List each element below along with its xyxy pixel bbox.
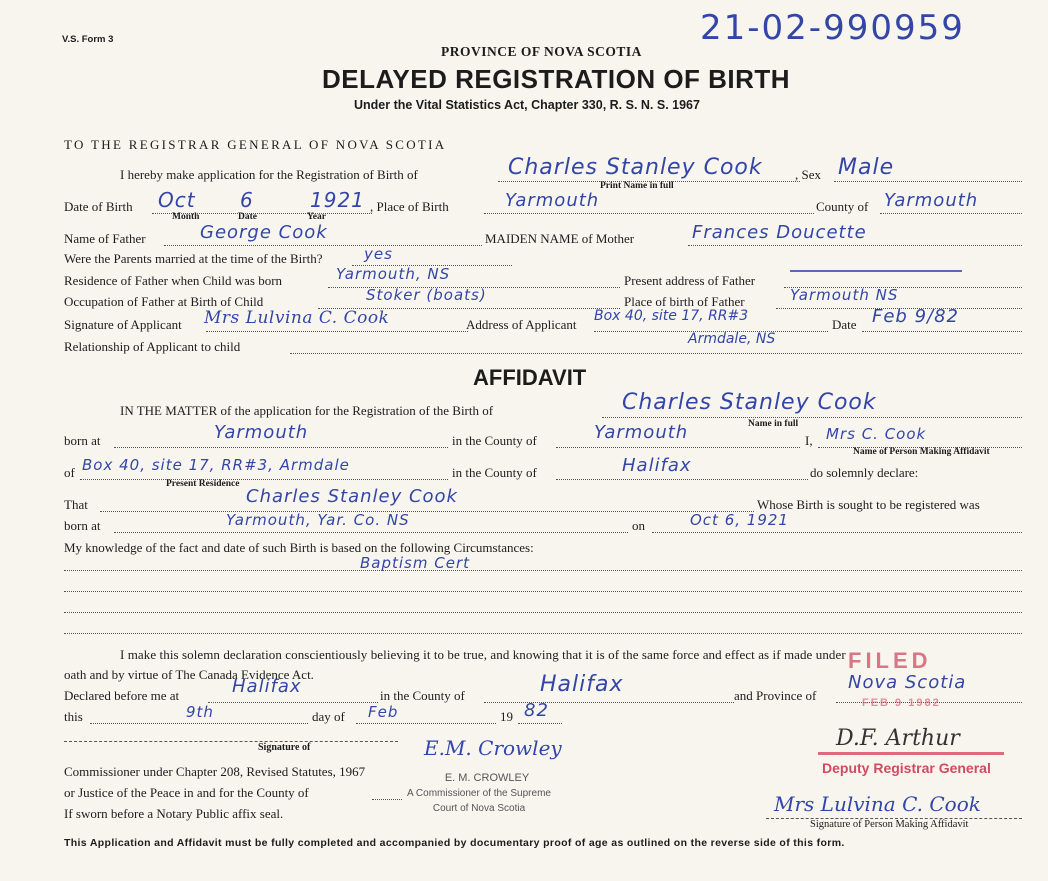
father-birthplace-value: Yarmouth NS — [790, 286, 899, 304]
declare-label: do solemnly declare: — [810, 465, 919, 480]
that-label: That — [64, 497, 88, 512]
province-value: Nova Scotia — [848, 672, 967, 693]
county2-label: in the County of — [452, 465, 537, 480]
father-label: Name of Father — [64, 231, 146, 246]
father-name-value: George Cook — [200, 222, 328, 243]
matter-name-value: Charles Stanley Cook — [622, 390, 877, 415]
affiant-name-value: Mrs C. Cook — [826, 425, 927, 443]
on-date-value: Oct 6, 1921 — [690, 511, 789, 529]
intro-label: I hereby make application for the Registration of Birth of — [120, 167, 418, 182]
father-birthplace-label: Place of birth of Father — [624, 294, 745, 309]
county2-value: Halifax — [622, 455, 692, 476]
year-prefix: 19 — [500, 709, 513, 724]
date-label: Date — [832, 317, 857, 332]
commissioner-signature: E.M. Crowley — [424, 736, 562, 760]
declared-county-value: Halifax — [540, 672, 624, 697]
affidavit-county-label: in the County of — [452, 433, 537, 448]
filed-stamp: FILED — [848, 648, 932, 673]
affidavit-county-value: Yarmouth — [594, 422, 689, 443]
caption-date: Date — [238, 212, 257, 222]
i-label: I, — [805, 433, 813, 448]
knowledge-label: My knowledge of the fact and date of such Birth is based on the following Circumstances: — [64, 540, 534, 555]
footer-note: This Application and Affidavit must be fully completed and accompanied by documentary proof of age as outlined on the reverse side of this form. — [64, 837, 845, 849]
caption-month: Month — [172, 212, 200, 222]
affidavit-name-caption: Name in full — [748, 419, 799, 429]
commissioner-label: Commissioner under Chapter 208, Revised Statutes, 1967 — [64, 764, 366, 779]
declared-place-value: Halifax — [232, 676, 302, 697]
applicant-address-value-line2: Armdale, NS — [688, 331, 776, 347]
province-label: and Province of — [734, 688, 817, 703]
residence-label: Residence of Father when Child was born — [64, 273, 283, 288]
dob-year-value: 1921 — [310, 188, 365, 212]
declared-label: Declared before me at — [64, 688, 180, 703]
mother-name-value: Frances Doucette — [692, 222, 867, 243]
this-day-value: 9th — [186, 703, 214, 721]
whose-label: Whose Birth is sought to be registered was — [757, 497, 980, 512]
residence-value: Yarmouth, NS — [336, 265, 451, 283]
applicant-child-name: Charles Stanley Cook — [508, 155, 763, 180]
born-at-label: born at — [64, 433, 101, 448]
deponent-caption: Signature of Person Making Affidavit — [810, 819, 969, 830]
sig-of-label: Signature of — [258, 742, 311, 753]
born-at-value: Yarmouth — [214, 422, 309, 443]
dob-date-value: 6 — [240, 188, 254, 212]
commissioner-stamp-title-1: A Commissioner of the Supreme — [407, 788, 551, 799]
day-of-value: Feb — [368, 703, 399, 721]
place-of-birth-value: Yarmouth — [505, 190, 600, 211]
deputy-registrar-stamp: Deputy Registrar General — [822, 760, 991, 776]
solemn-line-1: I make this solemn declaration conscientiously believing it to be true, and knowing that it is of the same force and effect as if made under — [120, 647, 846, 662]
applicant-signature: Mrs Lulvina C. Cook — [204, 308, 390, 328]
year-value: 82 — [524, 700, 549, 721]
mother-label: MAIDEN NAME of Mother — [485, 231, 635, 246]
affidavit-heading: AFFIDAVIT — [473, 365, 587, 390]
commissioner-stamp-title-2: Court of Nova Scotia — [432, 803, 526, 814]
on-label: on — [632, 518, 645, 533]
registration-number: 21-02-990959 — [700, 8, 965, 48]
sex-label: , Sex — [795, 167, 821, 182]
signature-label: Signature of Applicant — [64, 317, 182, 332]
justice-label: or Justice of the Peace in and for the County of — [64, 785, 309, 800]
application-date-value: Feb 9/82 — [872, 306, 959, 327]
present-address-strike — [790, 270, 962, 272]
occupation-label: Occupation of Father at Birth of Child — [64, 294, 264, 309]
day-of-label: day of — [312, 709, 345, 724]
of-label: of — [64, 465, 75, 480]
address-label: Address of Applicant — [466, 317, 577, 332]
matter-label: IN THE MATTER of the application for the Registration of the Birth of — [120, 403, 494, 418]
county-label: County of — [816, 199, 869, 214]
form-id: V.S. Form 3 — [62, 34, 114, 45]
born-at2-value: Yarmouth, Yar. Co. NS — [226, 511, 410, 529]
place-label: , Place of Birth — [370, 199, 449, 214]
dob-month-value: Oct — [158, 188, 196, 212]
person-caption: Name of Person Making Affidavit — [853, 447, 990, 457]
county-value: Yarmouth — [884, 190, 979, 211]
sex-value: Male — [838, 155, 895, 180]
declared-county-label: in the County of — [380, 688, 465, 703]
married-label: Were the Parents married at the time of the Birth? — [64, 251, 323, 266]
present-address-label: Present address of Father — [624, 273, 756, 288]
commissioner-stamp-name: E. M. CROWLEY — [444, 772, 530, 784]
notary-label: If sworn before a Notary Public affix seal. — [64, 806, 284, 821]
affiant-residence-value: Box 40, site 17, RR#3, Armdale — [82, 456, 350, 474]
circumstance-value: Baptism Cert — [360, 554, 470, 572]
solemn-line-2: oath and by virtue of The Canada Evidence Act. — [64, 667, 314, 682]
that-name-value: Charles Stanley Cook — [246, 486, 458, 507]
applicant-address-value: Box 40, site 17, RR#3 — [594, 308, 749, 324]
deponent-signature: Mrs Lulvina C. Cook — [774, 792, 981, 816]
document-title: DELAYED REGISTRATION OF BIRTH — [322, 64, 791, 94]
residence-caption: Present Residence — [166, 479, 240, 489]
filed-date-stamp: FEB 9 1982 — [862, 697, 941, 709]
deputy-signature: D.F. Arthur — [836, 726, 960, 751]
occupation-value: Stoker (boats) — [366, 286, 487, 304]
act-subtitle: Under the Vital Statistics Act, Chapter 330, R. S. N. S. 1967 — [354, 98, 700, 112]
addressee-line: TO THE REGISTRAR GENERAL OF NOVA SCOTIA — [64, 137, 447, 152]
caption-year: Year — [307, 212, 326, 222]
name-caption: Print Name in full — [600, 181, 674, 191]
married-value: yes — [364, 245, 393, 263]
relationship-label: Relationship of Applicant to child — [64, 339, 241, 354]
province-heading: PROVINCE OF NOVA SCOTIA — [441, 44, 642, 59]
born-at2-label: born at — [64, 518, 101, 533]
dob-label: Date of Birth — [64, 199, 133, 214]
this-label: this — [64, 709, 83, 724]
